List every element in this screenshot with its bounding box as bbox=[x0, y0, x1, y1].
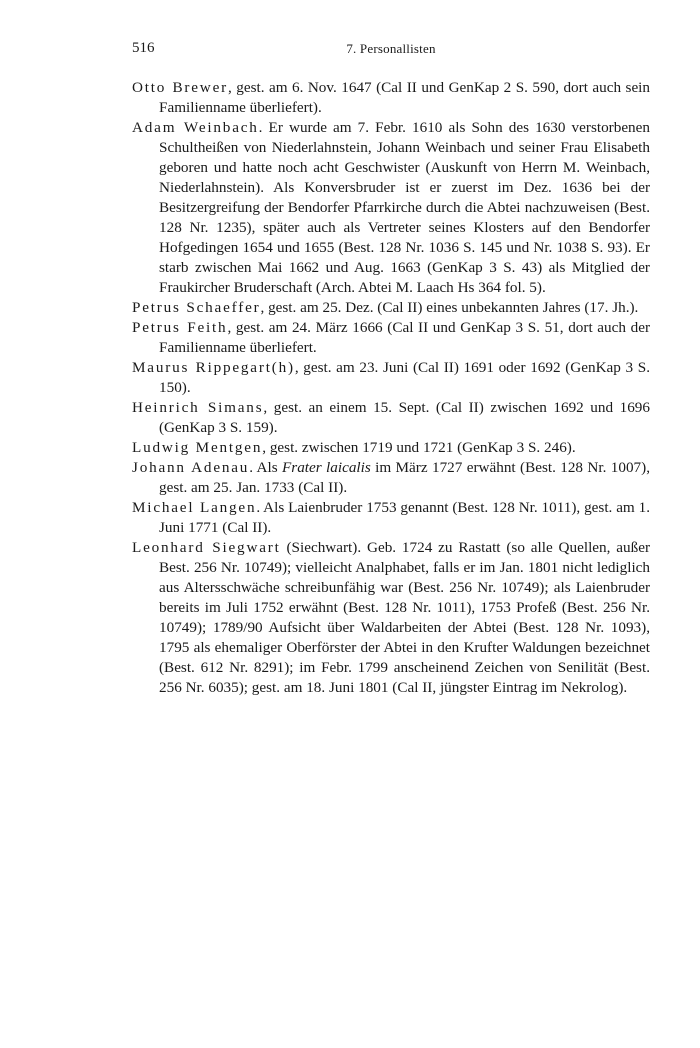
entry-text: , gest. am 6. Nov. 1647 (Cal II und GenKap 2 S. 590, dort auch sein Familienname überliefert). bbox=[159, 79, 650, 116]
person-name: Heinrich Simans bbox=[132, 399, 264, 416]
person-name: Johann Adenau bbox=[132, 459, 250, 476]
person-name: Michael Langen bbox=[132, 499, 257, 516]
list-entry bbox=[132, 118, 650, 298]
entry-text: im März 1727 erwähnt (Best. 128 Nr. 1007), gest. am 25. Jan. 1733 (Cal II). bbox=[159, 459, 650, 496]
entry-text: (Siechwart). Geb. 1724 zu Rastatt (so alle Quellen, außer Best. 256 Nr. 10749); vielleicht Analphabet, falls er im Jan. 1801 nicht lediglich aus Altersschwäche schreibunfähig war (Best. 256 Nr. 10749); als Laienbruder bereits im Juli 1752 erwähnt (Best. 128 Nr. 1011), 1753 Profeß (Best. 256 Nr. 10749); 1789/90 Aufsicht über Waldarbeiten der Abtei (Best. 128 Nr. 1093), 1795 als ehemaliger Oberförster der Abtei in den Krufter Waldungen bezeichnet (Best. 612 Nr. 8291); im Febr. 1799 anscheinend Zeichen von Senilität (Best. 256 Nr. 6035); gest. am 18. Juni 1801 (Cal II, jüngster Eintrag im Nekrolog). bbox=[159, 539, 651, 696]
page-number: 516 bbox=[132, 40, 155, 56]
list-entry bbox=[132, 538, 650, 698]
personnel-list bbox=[132, 78, 650, 698]
person-name: Otto Brewer bbox=[132, 79, 228, 96]
page-header bbox=[132, 40, 650, 62]
entry-text: . Als bbox=[249, 459, 283, 476]
list-entry bbox=[132, 458, 650, 498]
latin-term: Frater laicalis bbox=[282, 459, 371, 476]
list-entry bbox=[132, 438, 650, 458]
list-entry bbox=[132, 298, 650, 318]
list-entry bbox=[132, 78, 650, 118]
list-entry bbox=[132, 498, 650, 538]
entry-text: , gest. an einem 15. Sept. (Cal II) zwischen 1692 und 1696 (GenKap 3 S. 159). bbox=[159, 399, 650, 436]
entry-text: . Als Laienbruder 1753 genannt (Best. 128 Nr. 1011), gest. am 1. Juni 1771 (Cal II). bbox=[159, 499, 650, 536]
person-name: Maurus Rippegart(h) bbox=[132, 359, 295, 376]
entry-text: , gest. zwischen 1719 und 1721 (GenKap 3 S. 246). bbox=[262, 439, 576, 456]
person-name: Leonhard Siegwart bbox=[132, 539, 281, 556]
list-entry bbox=[132, 318, 650, 358]
person-name: Petrus Feith bbox=[132, 319, 228, 336]
list-entry bbox=[132, 398, 650, 438]
person-name: Petrus Schaeffer bbox=[132, 299, 261, 316]
entry-text: , gest. am 25. Dez. (Cal II) eines unbekannten Jahres (17. Jh.). bbox=[260, 299, 639, 316]
running-head: 7. Personallisten bbox=[346, 41, 436, 56]
entry-text: , gest. am 23. Juni (Cal II) 1691 oder 1692 (GenKap 3 S. 150). bbox=[159, 359, 650, 396]
entry-text: . Er wurde am 7. Febr. 1610 als Sohn des 1630 verstorbenen Schultheißen von Niederlahnstein, Johann Weinbach und seiner Frau Elisabeth geboren und hatte noch acht Geschwister (Auskunft von Herrn M. Weinbach, Niederlahnstein). Als Konversbruder ist er zuerst im Dez. 1636 bei der Besitzergreifung der Bendorfer Pfarrkirche durch die Abtei nachzuweisen (Best. 128 Nr. 1235), später auch als Vertreter seines Klosters auf den Bendorfer Hofgedingen 1654 und 1655 (Best. 128 Nr. 1036 S. 145 und Nr. 1038 S. 93). Er starb zwischen Mai 1662 und Aug. 1663 (GenKap 3 S. 43) als Mitglied der Fraukircher Bruderschaft (Arch. Abtei M. Laach Hs 364 fol. 5). bbox=[159, 119, 650, 296]
list-entry bbox=[132, 358, 650, 398]
person-name: Adam Weinbach bbox=[132, 119, 259, 136]
person-name: Ludwig Mentgen bbox=[132, 439, 263, 456]
entry-text: , gest. am 24. März 1666 (Cal II und GenKap 3 S. 51, dort auch der Familienname überliefert. bbox=[159, 319, 651, 356]
